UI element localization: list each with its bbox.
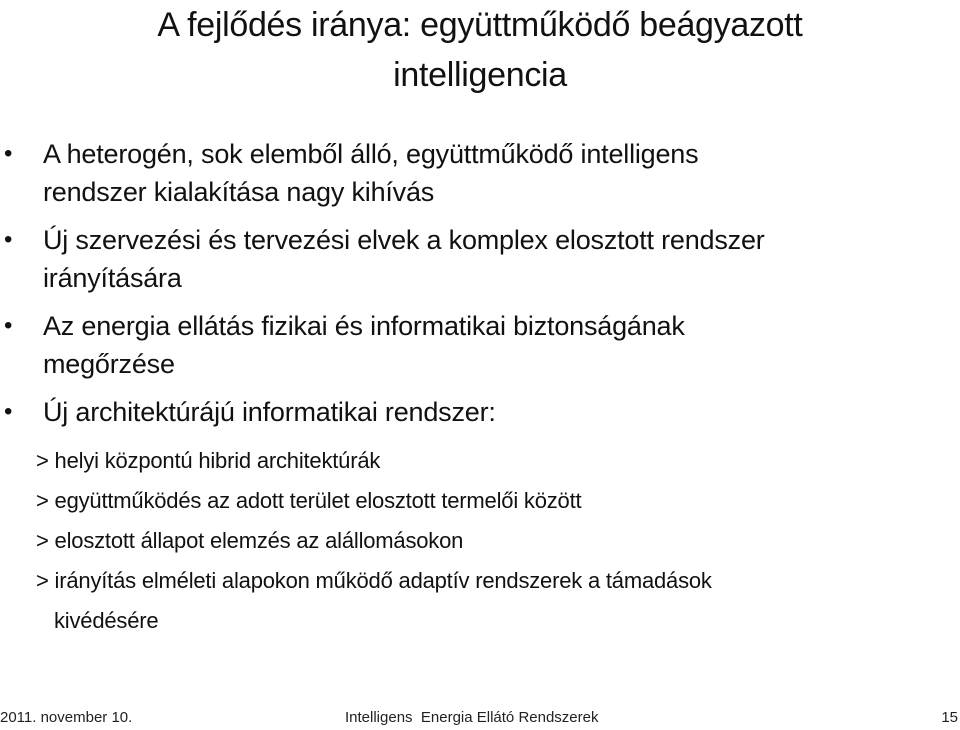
- bullet-text-line-2: rendszer kialakítása nagy kihívás: [43, 177, 435, 207]
- sub-item-text: > irányítás elméleti alapokon működő adaptív rendszerek a támadások: [36, 568, 712, 593]
- sub-item-list: [0, 441, 960, 641]
- bullet-text-line-1: A heterogén, sok elemből álló, együttműködő intelligens: [43, 139, 699, 169]
- bullet-text-line-2: megőrzése: [43, 349, 175, 379]
- slide-title: [0, 0, 960, 100]
- sub-item-text: > helyi központú hibrid architektúrák: [36, 448, 381, 473]
- bullet-text-line-1: Új szervezési és tervezési elvek a komplex elosztott rendszer: [43, 225, 765, 255]
- sub-item-text: > elosztott állapot elemzés az alállomásokon: [36, 528, 464, 553]
- bullet-list: [0, 135, 960, 441]
- bullet-dot-icon: •: [4, 398, 13, 425]
- bullet-dot-icon: •: [4, 140, 13, 167]
- bullet-text-line-1: Az energia ellátás fizikai és informatikai biztonságának: [43, 311, 685, 341]
- slide-title-line-2: intelligencia: [393, 56, 567, 94]
- sub-item: [0, 481, 960, 521]
- sub-item: [0, 521, 960, 561]
- bullet-item: [0, 307, 960, 383]
- sub-item-continuation: kivédésére: [54, 608, 159, 633]
- footer-date: 2011. november 10.: [0, 709, 133, 726]
- sub-item: [0, 561, 960, 641]
- slide-title-line-1: A fejlődés iránya: együttműködő beágyazott: [157, 6, 803, 44]
- bullet-item: [0, 393, 960, 431]
- bullet-item: [0, 221, 960, 297]
- bullet-text-line-2: irányítására: [43, 263, 182, 293]
- sub-item: [0, 441, 960, 481]
- slide-footer: [0, 706, 960, 730]
- bullet-item: [0, 135, 960, 211]
- sub-item-text: > együttműködés az adott terület elosztott termelői között: [36, 488, 582, 513]
- bullet-text-line-1: Új architektúrájú informatikai rendszer:: [43, 397, 496, 427]
- bullet-dot-icon: •: [4, 312, 13, 339]
- bullet-dot-icon: •: [4, 226, 13, 253]
- footer-title: Intelligens Energia Ellátó Rendszerek: [345, 709, 599, 726]
- page-number: 15: [941, 709, 958, 726]
